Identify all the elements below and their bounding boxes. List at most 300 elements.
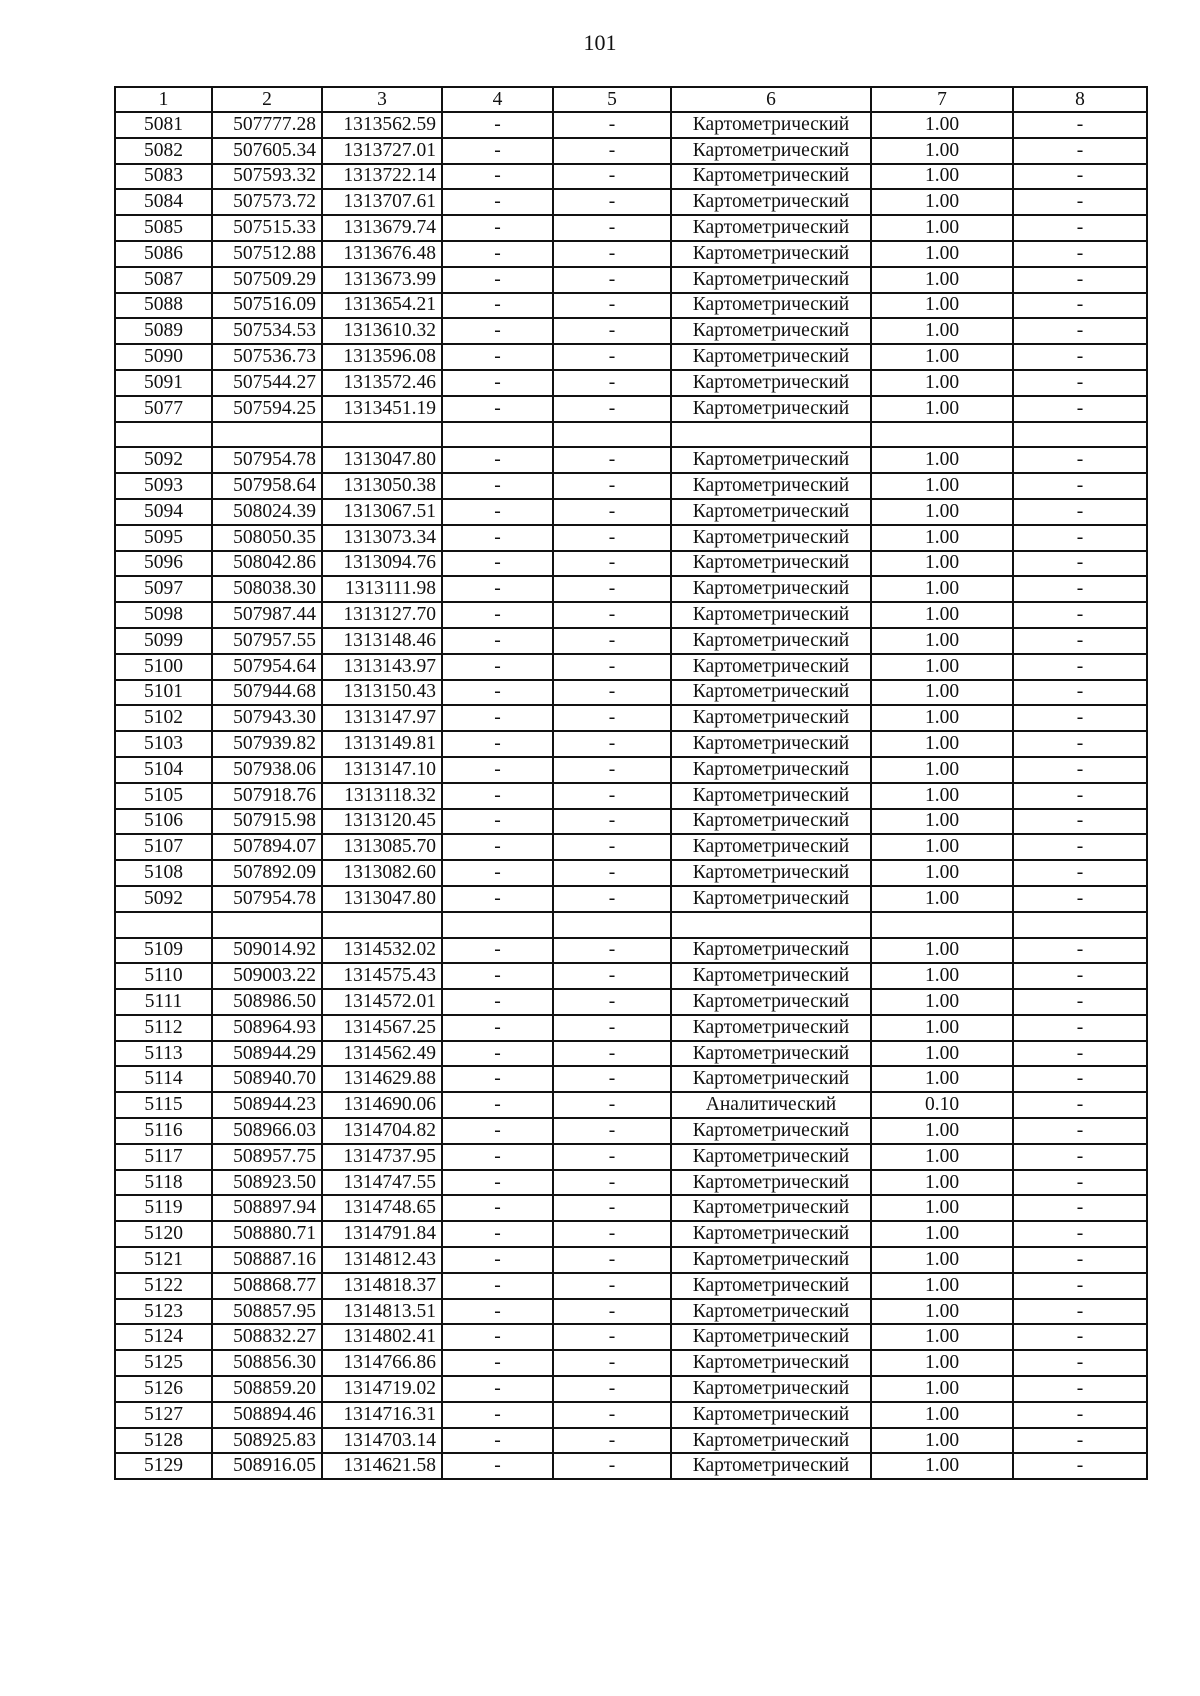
- point-number-cell: 5118: [115, 1170, 212, 1196]
- table-row: [115, 1041, 1147, 1067]
- table-row: [115, 963, 1147, 989]
- column-4-cell: -: [442, 215, 553, 241]
- column-5-cell: -: [553, 860, 671, 886]
- column-5-cell: -: [553, 1066, 671, 1092]
- x-coordinate-cell: 507544.27: [212, 370, 322, 396]
- x-coordinate-cell: 507777.28: [212, 112, 322, 138]
- point-number-cell: 5103: [115, 731, 212, 757]
- column-8-cell: -: [1013, 680, 1147, 706]
- column-8-cell: -: [1013, 1221, 1147, 1247]
- x-coordinate-cell: 507894.07: [212, 834, 322, 860]
- column-8-cell: -: [1013, 1350, 1147, 1376]
- column-4-cell: -: [442, 602, 553, 628]
- column-4-cell: -: [442, 989, 553, 1015]
- x-coordinate-cell: 508944.23: [212, 1092, 322, 1118]
- point-number-cell: 5101: [115, 680, 212, 706]
- column-8-cell: -: [1013, 1273, 1147, 1299]
- x-coordinate-cell: 507573.72: [212, 189, 322, 215]
- method-cell: Картометрический: [671, 267, 871, 293]
- accuracy-cell: 1.00: [871, 1402, 1013, 1428]
- method-cell: Картометрический: [671, 1041, 871, 1067]
- method-cell: Картометрический: [671, 989, 871, 1015]
- column-4-cell: -: [442, 1247, 553, 1273]
- column-4-cell: -: [442, 1066, 553, 1092]
- accuracy-cell: 1.00: [871, 938, 1013, 964]
- column-4-cell: -: [442, 164, 553, 190]
- column-5-cell: -: [553, 293, 671, 319]
- table-row: [115, 422, 1147, 448]
- table-row: [115, 938, 1147, 964]
- method-cell: Картометрический: [671, 1015, 871, 1041]
- method-cell: Картометрический: [671, 318, 871, 344]
- column-4-cell: -: [442, 396, 553, 422]
- table-row: [115, 1402, 1147, 1428]
- method-cell: Картометрический: [671, 1350, 871, 1376]
- point-number-cell: 5125: [115, 1350, 212, 1376]
- column-8-cell: -: [1013, 731, 1147, 757]
- column-5-cell: -: [553, 525, 671, 551]
- point-number-cell: 5096: [115, 551, 212, 577]
- table-row: [115, 1092, 1147, 1118]
- x-coordinate-cell: 507944.68: [212, 680, 322, 706]
- column-4-cell: [442, 912, 553, 938]
- x-coordinate-cell: 508887.16: [212, 1247, 322, 1273]
- column-5-cell: -: [553, 1453, 671, 1479]
- method-cell: Картометрический: [671, 241, 871, 267]
- method-cell: Картометрический: [671, 499, 871, 525]
- point-number-cell: 5128: [115, 1428, 212, 1454]
- x-coordinate-cell: 507516.09: [212, 293, 322, 319]
- point-number-cell: 5108: [115, 860, 212, 886]
- column-5-cell: -: [553, 447, 671, 473]
- y-coordinate-cell: 1313722.14: [322, 164, 442, 190]
- y-coordinate-cell: 1314532.02: [322, 938, 442, 964]
- column-4-cell: -: [442, 267, 553, 293]
- accuracy-cell: [871, 912, 1013, 938]
- x-coordinate-cell: 507536.73: [212, 344, 322, 370]
- table-row: [115, 1350, 1147, 1376]
- y-coordinate-cell: 1313147.97: [322, 705, 442, 731]
- point-number-cell: 5077: [115, 396, 212, 422]
- accuracy-cell: 1.00: [871, 783, 1013, 809]
- point-number-cell: [115, 912, 212, 938]
- accuracy-cell: 1.00: [871, 1170, 1013, 1196]
- column-8-cell: -: [1013, 938, 1147, 964]
- accuracy-cell: 1.00: [871, 628, 1013, 654]
- accuracy-cell: 1.00: [871, 241, 1013, 267]
- table-row: [115, 705, 1147, 731]
- accuracy-cell: 1.00: [871, 602, 1013, 628]
- x-coordinate-cell: 508964.93: [212, 1015, 322, 1041]
- point-number-cell: 5100: [115, 654, 212, 680]
- point-number-cell: 5084: [115, 189, 212, 215]
- x-coordinate-cell: 507987.44: [212, 602, 322, 628]
- x-coordinate-cell: 507915.98: [212, 809, 322, 835]
- x-coordinate-cell: 508859.20: [212, 1376, 322, 1402]
- method-cell: Картометрический: [671, 602, 871, 628]
- x-coordinate-cell: 508050.35: [212, 525, 322, 551]
- accuracy-cell: 1.00: [871, 576, 1013, 602]
- column-5-cell: -: [553, 318, 671, 344]
- table-row: [115, 783, 1147, 809]
- method-cell: Картометрический: [671, 447, 871, 473]
- table-row: [115, 215, 1147, 241]
- column-8-cell: -: [1013, 628, 1147, 654]
- column-4-cell: -: [442, 809, 553, 835]
- accuracy-cell: 1.00: [871, 963, 1013, 989]
- y-coordinate-cell: 1314704.82: [322, 1118, 442, 1144]
- point-number-cell: 5127: [115, 1402, 212, 1428]
- method-cell: Картометрический: [671, 731, 871, 757]
- y-coordinate-cell: 1313707.61: [322, 189, 442, 215]
- method-cell: Картометрический: [671, 628, 871, 654]
- column-8-cell: -: [1013, 963, 1147, 989]
- column-4-cell: -: [442, 1118, 553, 1144]
- y-coordinate-cell: 1314690.06: [322, 1092, 442, 1118]
- column-5-cell: -: [553, 1402, 671, 1428]
- x-coordinate-cell: 507605.34: [212, 138, 322, 164]
- point-number-cell: 5098: [115, 602, 212, 628]
- point-number-cell: 5129: [115, 1453, 212, 1479]
- column-4-cell: -: [442, 293, 553, 319]
- page-number: 101: [583, 30, 617, 55]
- point-number-cell: 5095: [115, 525, 212, 551]
- x-coordinate-cell: 507938.06: [212, 757, 322, 783]
- x-coordinate-cell: 507918.76: [212, 783, 322, 809]
- column-4-cell: -: [442, 1428, 553, 1454]
- x-coordinate-cell: 508957.75: [212, 1144, 322, 1170]
- table-row: [115, 628, 1147, 654]
- column-5-cell: -: [553, 938, 671, 964]
- accuracy-cell: 1.00: [871, 834, 1013, 860]
- x-coordinate-cell: 508856.30: [212, 1350, 322, 1376]
- y-coordinate-cell: 1313149.81: [322, 731, 442, 757]
- accuracy-cell: 1.00: [871, 1376, 1013, 1402]
- column-8-cell: -: [1013, 344, 1147, 370]
- accuracy-cell: 1.00: [871, 1195, 1013, 1221]
- accuracy-cell: 1.00: [871, 1015, 1013, 1041]
- y-coordinate-cell: 1313085.70: [322, 834, 442, 860]
- header-cell: 6: [671, 87, 871, 112]
- column-4-cell: -: [442, 1350, 553, 1376]
- table-row: [115, 1324, 1147, 1350]
- method-cell: Картометрический: [671, 396, 871, 422]
- table-row: [115, 318, 1147, 344]
- column-8-cell: -: [1013, 886, 1147, 912]
- point-number-cell: 5099: [115, 628, 212, 654]
- column-5-cell: -: [553, 1428, 671, 1454]
- y-coordinate-cell: 1313047.80: [322, 447, 442, 473]
- column-4-cell: -: [442, 1299, 553, 1325]
- point-number-cell: 5110: [115, 963, 212, 989]
- method-cell: Картометрический: [671, 963, 871, 989]
- accuracy-cell: 1.00: [871, 525, 1013, 551]
- column-4-cell: -: [442, 1453, 553, 1479]
- table-row: [115, 602, 1147, 628]
- column-4-cell: -: [442, 473, 553, 499]
- point-number-cell: 5109: [115, 938, 212, 964]
- column-4-cell: -: [442, 834, 553, 860]
- column-5-cell: -: [553, 1144, 671, 1170]
- method-cell: Картометрический: [671, 525, 871, 551]
- column-8-cell: -: [1013, 473, 1147, 499]
- y-coordinate-cell: 1313120.45: [322, 809, 442, 835]
- x-coordinate-cell: 507954.64: [212, 654, 322, 680]
- column-8-cell: -: [1013, 396, 1147, 422]
- column-8-cell: -: [1013, 1324, 1147, 1350]
- column-8-cell: -: [1013, 1015, 1147, 1041]
- accuracy-cell: 1.00: [871, 138, 1013, 164]
- column-5-cell: -: [553, 1195, 671, 1221]
- table-row: [115, 757, 1147, 783]
- y-coordinate-cell: 1314562.49: [322, 1041, 442, 1067]
- column-4-cell: -: [442, 241, 553, 267]
- column-4-cell: -: [442, 783, 553, 809]
- table-row: [115, 473, 1147, 499]
- column-8-cell: -: [1013, 1299, 1147, 1325]
- column-4-cell: -: [442, 654, 553, 680]
- accuracy-cell: 1.00: [871, 1428, 1013, 1454]
- point-number-cell: 5094: [115, 499, 212, 525]
- accuracy-cell: 1.00: [871, 1273, 1013, 1299]
- column-5-cell: -: [553, 1324, 671, 1350]
- point-number-cell: 5081: [115, 112, 212, 138]
- accuracy-cell: 1.00: [871, 215, 1013, 241]
- y-coordinate-cell: 1313118.32: [322, 783, 442, 809]
- column-5-cell: -: [553, 654, 671, 680]
- column-4-cell: -: [442, 318, 553, 344]
- point-number-cell: 5113: [115, 1041, 212, 1067]
- column-5-cell: -: [553, 1350, 671, 1376]
- method-cell: Картометрический: [671, 293, 871, 319]
- column-8-cell: -: [1013, 1247, 1147, 1273]
- y-coordinate-cell: 1313148.46: [322, 628, 442, 654]
- accuracy-cell: 1.00: [871, 1041, 1013, 1067]
- column-4-cell: -: [442, 344, 553, 370]
- column-8-cell: -: [1013, 525, 1147, 551]
- method-cell: Картометрический: [671, 1118, 871, 1144]
- column-8-cell: -: [1013, 1118, 1147, 1144]
- x-coordinate-cell: 508042.86: [212, 551, 322, 577]
- y-coordinate-cell: 1313073.34: [322, 525, 442, 551]
- accuracy-cell: 1.00: [871, 757, 1013, 783]
- column-8-cell: -: [1013, 241, 1147, 267]
- method-cell: Картометрический: [671, 164, 871, 190]
- column-8-cell: -: [1013, 1170, 1147, 1196]
- accuracy-cell: 1.00: [871, 1066, 1013, 1092]
- x-coordinate-cell: 507954.78: [212, 886, 322, 912]
- column-8-cell: -: [1013, 551, 1147, 577]
- accuracy-cell: 1.00: [871, 473, 1013, 499]
- column-8-cell: -: [1013, 1402, 1147, 1428]
- y-coordinate-cell: 1313127.70: [322, 602, 442, 628]
- table-row: [115, 886, 1147, 912]
- column-8-cell: -: [1013, 860, 1147, 886]
- accuracy-cell: 0.10: [871, 1092, 1013, 1118]
- point-number-cell: 5105: [115, 783, 212, 809]
- y-coordinate-cell: 1314621.58: [322, 1453, 442, 1479]
- table-row: [115, 189, 1147, 215]
- table-row: [115, 1144, 1147, 1170]
- column-4-cell: [442, 422, 553, 448]
- column-5-cell: -: [553, 241, 671, 267]
- column-8-cell: -: [1013, 370, 1147, 396]
- y-coordinate-cell: 1313562.59: [322, 112, 442, 138]
- table-row: [115, 731, 1147, 757]
- point-number-cell: 5091: [115, 370, 212, 396]
- x-coordinate-cell: 507954.78: [212, 447, 322, 473]
- point-number-cell: 5115: [115, 1092, 212, 1118]
- column-8-cell: -: [1013, 112, 1147, 138]
- column-4-cell: -: [442, 1041, 553, 1067]
- accuracy-cell: 1.00: [871, 989, 1013, 1015]
- point-number-cell: [115, 422, 212, 448]
- column-5-cell: -: [553, 1015, 671, 1041]
- point-number-cell: 5089: [115, 318, 212, 344]
- table-row: [115, 1066, 1147, 1092]
- y-coordinate-cell: 1313572.46: [322, 370, 442, 396]
- header-cell: 1: [115, 87, 212, 112]
- column-5-cell: -: [553, 1273, 671, 1299]
- x-coordinate-cell: 507515.33: [212, 215, 322, 241]
- table-row: [115, 680, 1147, 706]
- y-coordinate-cell: 1313094.76: [322, 551, 442, 577]
- y-coordinate-cell: 1313047.80: [322, 886, 442, 912]
- point-number-cell: 5090: [115, 344, 212, 370]
- table-row: [115, 1195, 1147, 1221]
- y-coordinate-cell: 1313050.38: [322, 473, 442, 499]
- column-4-cell: -: [442, 138, 553, 164]
- column-5-cell: -: [553, 370, 671, 396]
- point-number-cell: 5117: [115, 1144, 212, 1170]
- y-coordinate-cell: 1313147.10: [322, 757, 442, 783]
- y-coordinate-cell: 1314813.51: [322, 1299, 442, 1325]
- column-5-cell: -: [553, 731, 671, 757]
- method-cell: Картометрический: [671, 473, 871, 499]
- column-8-cell: -: [1013, 654, 1147, 680]
- column-8-cell: -: [1013, 267, 1147, 293]
- column-5-cell: -: [553, 473, 671, 499]
- column-8-cell: [1013, 422, 1147, 448]
- accuracy-cell: 1.00: [871, 551, 1013, 577]
- column-8-cell: -: [1013, 1066, 1147, 1092]
- column-5-cell: -: [553, 138, 671, 164]
- point-number-cell: 5088: [115, 293, 212, 319]
- x-coordinate-cell: 508894.46: [212, 1402, 322, 1428]
- column-4-cell: -: [442, 576, 553, 602]
- y-coordinate-cell: 1314716.31: [322, 1402, 442, 1428]
- accuracy-cell: 1.00: [871, 1299, 1013, 1325]
- column-5-cell: -: [553, 215, 671, 241]
- column-8-cell: -: [1013, 1376, 1147, 1402]
- accuracy-cell: 1.00: [871, 267, 1013, 293]
- x-coordinate-cell: 509003.22: [212, 963, 322, 989]
- table-row: [115, 1428, 1147, 1454]
- accuracy-cell: 1.00: [871, 447, 1013, 473]
- table-row: [115, 1376, 1147, 1402]
- method-cell: Картометрический: [671, 1273, 871, 1299]
- method-cell: Картометрический: [671, 189, 871, 215]
- method-cell: Картометрический: [671, 551, 871, 577]
- column-4-cell: -: [442, 1273, 553, 1299]
- point-number-cell: 5116: [115, 1118, 212, 1144]
- table-row: [115, 1453, 1147, 1479]
- point-number-cell: 5086: [115, 241, 212, 267]
- column-8-cell: -: [1013, 164, 1147, 190]
- x-coordinate-cell: 508986.50: [212, 989, 322, 1015]
- column-4-cell: -: [442, 1195, 553, 1221]
- point-number-cell: 5123: [115, 1299, 212, 1325]
- y-coordinate-cell: 1313143.97: [322, 654, 442, 680]
- accuracy-cell: 1.00: [871, 293, 1013, 319]
- method-cell: Картометрический: [671, 138, 871, 164]
- column-5-cell: -: [553, 1221, 671, 1247]
- y-coordinate-cell: 1314737.95: [322, 1144, 442, 1170]
- column-8-cell: -: [1013, 1092, 1147, 1118]
- method-cell: Картометрический: [671, 576, 871, 602]
- method-cell: Картометрический: [671, 680, 871, 706]
- x-coordinate-cell: 507939.82: [212, 731, 322, 757]
- column-5-cell: -: [553, 344, 671, 370]
- y-coordinate-cell: 1313610.32: [322, 318, 442, 344]
- accuracy-cell: 1.00: [871, 344, 1013, 370]
- x-coordinate-cell: [212, 422, 322, 448]
- point-number-cell: 5082: [115, 138, 212, 164]
- column-5-cell: -: [553, 1299, 671, 1325]
- x-coordinate-cell: 507512.88: [212, 241, 322, 267]
- method-cell: Картометрический: [671, 1144, 871, 1170]
- header-cell: 8: [1013, 87, 1147, 112]
- column-5-cell: -: [553, 628, 671, 654]
- table-row: [115, 396, 1147, 422]
- point-number-cell: 5112: [115, 1015, 212, 1041]
- y-coordinate-cell: 1313150.43: [322, 680, 442, 706]
- table-row: [115, 241, 1147, 267]
- method-cell: Картометрический: [671, 1324, 871, 1350]
- table-row: [115, 860, 1147, 886]
- column-8-cell: -: [1013, 318, 1147, 344]
- table-row: [115, 654, 1147, 680]
- column-5-cell: -: [553, 1170, 671, 1196]
- x-coordinate-cell: 508944.29: [212, 1041, 322, 1067]
- table-row: [115, 370, 1147, 396]
- x-coordinate-cell: 507594.25: [212, 396, 322, 422]
- x-coordinate-cell: 507593.32: [212, 164, 322, 190]
- column-8-cell: -: [1013, 138, 1147, 164]
- method-cell: Картометрический: [671, 860, 871, 886]
- y-coordinate-cell: 1313727.01: [322, 138, 442, 164]
- point-number-cell: 5124: [115, 1324, 212, 1350]
- column-4-cell: -: [442, 731, 553, 757]
- column-5-cell: -: [553, 1247, 671, 1273]
- method-cell: Картометрический: [671, 834, 871, 860]
- column-8-cell: -: [1013, 189, 1147, 215]
- column-4-cell: -: [442, 963, 553, 989]
- x-coordinate-cell: 508923.50: [212, 1170, 322, 1196]
- method-cell: Картометрический: [671, 886, 871, 912]
- table-row: [115, 164, 1147, 190]
- column-5-cell: -: [553, 1118, 671, 1144]
- column-4-cell: -: [442, 705, 553, 731]
- point-number-cell: 5126: [115, 1376, 212, 1402]
- y-coordinate-cell: 1313111.98: [322, 576, 442, 602]
- accuracy-cell: 1.00: [871, 112, 1013, 138]
- column-5-cell: -: [553, 396, 671, 422]
- x-coordinate-cell: 507943.30: [212, 705, 322, 731]
- accuracy-cell: 1.00: [871, 370, 1013, 396]
- y-coordinate-cell: 1314575.43: [322, 963, 442, 989]
- table-row: [115, 809, 1147, 835]
